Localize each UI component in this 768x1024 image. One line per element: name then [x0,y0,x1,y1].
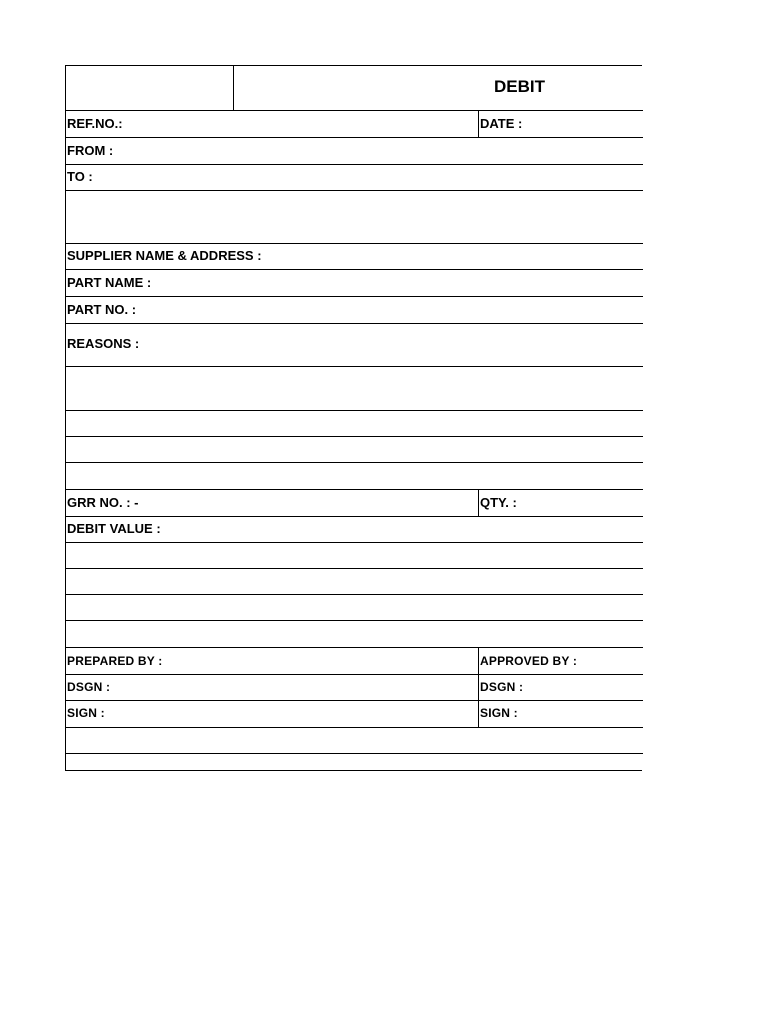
ref-no-label: REF.NO.: [67,116,123,131]
part-name-row [66,270,643,297]
sign-left-label: SIGN : [67,706,105,720]
grr-no-label: GRR NO. : - [67,495,139,510]
prepared-approved-divider [478,648,479,674]
sign-divider [478,701,479,727]
debit-value-row [66,517,643,543]
approved-by-label: APPROVED BY : [480,654,578,668]
supplier-label: SUPPLIER NAME & ADDRESS : [67,248,262,263]
blank-row [66,367,643,411]
prepared-by-label: PREPARED BY : [67,654,163,668]
reasons-label: REASONS : [67,336,140,351]
part-name-label: PART NAME : [67,275,152,290]
prepared-approved-row [66,648,643,675]
date-label: DATE : [480,116,523,131]
grr-qty-divider [478,490,479,516]
debit-value-label: DEBIT VALUE : [67,521,161,536]
sign-row [66,701,643,728]
dsgn-left-label: DSGN : [67,680,111,694]
dsgn-right-label: DSGN : [480,680,524,694]
reasons-row [66,324,643,367]
blank-row [66,437,643,463]
to-label: TO : [67,169,93,184]
sign-right-label: SIGN : [480,706,518,720]
blank-row [66,595,643,621]
blank-row [66,463,643,490]
form-title: DEBIT [494,77,545,96]
blank-row [66,411,643,437]
dsgn-divider [478,675,479,700]
debit-note-form [65,65,642,771]
blank-row [66,191,643,244]
blank-row [66,543,643,569]
blank-row [66,754,643,771]
blank-row [66,621,643,648]
form-header-row [66,66,643,111]
logo-cell-divider [233,66,234,110]
part-no-row [66,297,643,324]
part-no-label: PART NO. : [67,302,137,317]
blank-row [66,569,643,595]
ref-date-row [66,111,643,138]
blank-row [66,728,643,754]
from-label: FROM : [67,143,114,158]
qty-label: QTY. : [480,495,517,510]
supplier-row [66,244,643,270]
from-row [66,138,643,165]
to-row [66,165,643,191]
dsgn-row [66,675,643,701]
grr-qty-row [66,490,643,517]
ref-date-divider [478,111,479,137]
